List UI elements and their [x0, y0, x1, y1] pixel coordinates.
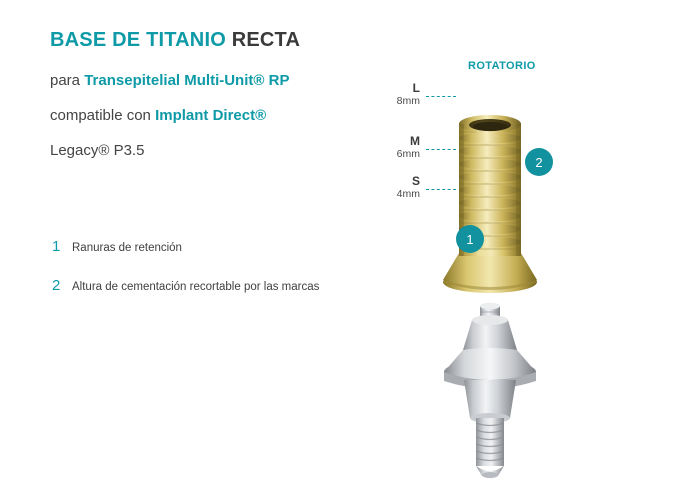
subtitle-line-2 — [50, 107, 360, 126]
legend — [52, 240, 322, 317]
product-diagram — [360, 20, 690, 490]
page-title — [50, 28, 360, 52]
subtitle-3-text: Legacy® P3.5 — [50, 141, 145, 159]
rotatorio-label: ROTATORIO — [468, 60, 536, 72]
measurement-l-value: 8mm — [396, 95, 420, 107]
measurement-s-letter: S — [411, 174, 420, 188]
subtitle-line-3 — [50, 142, 360, 161]
text-column — [50, 28, 360, 176]
measurement-l-letter: L — [412, 81, 420, 95]
legend-item-label: Ranuras de retención — [72, 242, 182, 254]
subtitle-2-highlight: Implant Direct® — [155, 106, 267, 124]
legend-item-label: Altura de cementación recortable por las marcas — [72, 280, 320, 293]
page-title-strong: BASE DE TITANIO — [50, 29, 226, 51]
callout-bubble-2[interactable]: 2 — [525, 148, 553, 176]
subtitle-2-prefix: compatible con — [50, 106, 156, 124]
callout-bubble-1[interactable]: 1 — [456, 225, 484, 253]
measurement-s-value: 4mm — [396, 188, 420, 200]
subtitle-line-1 — [50, 72, 360, 91]
implant-illustration — [360, 20, 690, 490]
legend-item — [52, 276, 322, 296]
page-title-rest: RECTA — [231, 29, 301, 51]
legend-item — [52, 240, 322, 257]
gold-abutment — [443, 115, 537, 293]
measurement-m-value: 6mm — [396, 148, 420, 160]
subtitle-1-highlight: Transepitelial Multi-Unit® RP — [84, 72, 290, 89]
legend-item-number: 1 — [52, 238, 61, 255]
subtitle-1-prefix: para — [50, 72, 85, 89]
titanium-multiunit — [444, 303, 536, 479]
measurement-m-letter: M — [410, 134, 420, 148]
legend-item-number: 2 — [52, 276, 61, 294]
